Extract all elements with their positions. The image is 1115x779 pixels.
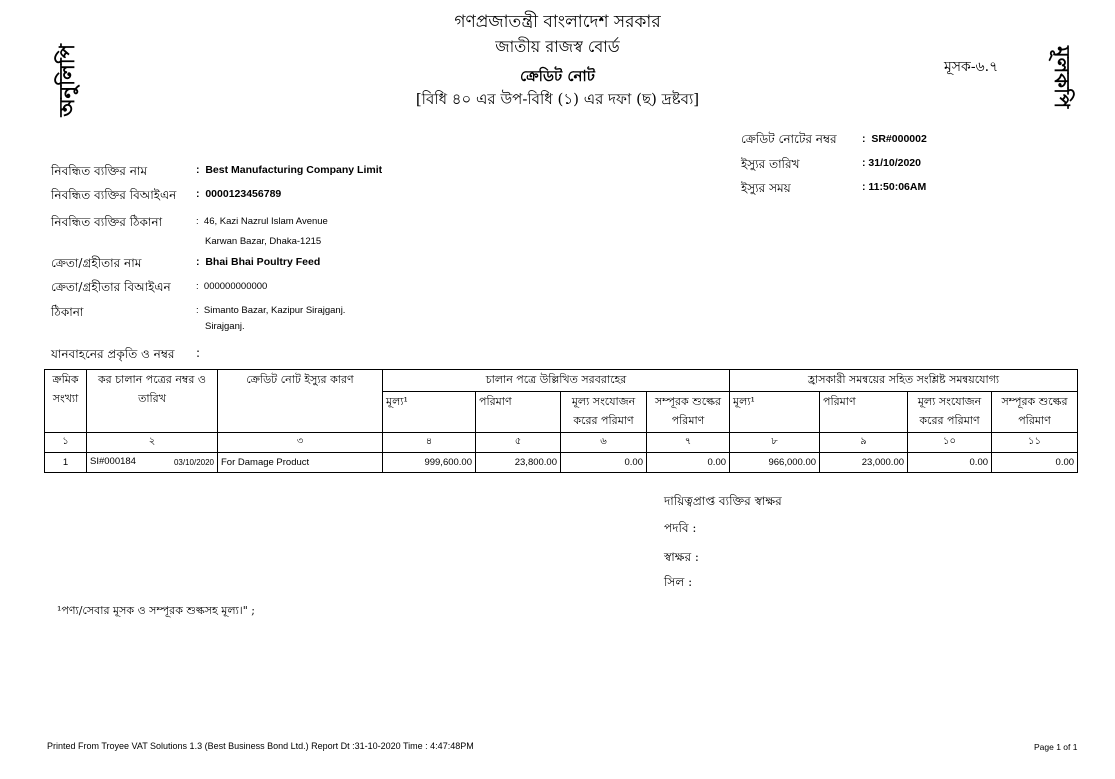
col-qty-header: পরিমাণ [476,392,561,433]
issue-date-label: ইস্যুর তারিখ [741,157,800,171]
registered-bin-value: : 0000123456789 [196,188,282,200]
col-sd-header: সম্পূরক শুল্কের পরিমাণ [992,392,1078,433]
col-serial-header: ক্রমিক সংখ্যা [45,370,87,433]
government-title: গণপ্রজাতন্ত্রী বাংলাদেশ সরকার [454,12,661,32]
column-number-row [45,433,1078,453]
column-number: ৩ [218,433,383,453]
board-title: জাতীয় রাজস্ব বোর্ড [495,37,620,56]
document-title: ক্রেডিট নোট [520,67,595,85]
registered-address-label: নিবন্ধিত ব্যক্তির ঠিকানা [51,215,163,229]
form-number: মূসক-৬.৭ [944,59,999,75]
column-number: ৬ [561,433,647,453]
cell-qty: 23,000.00 [820,453,908,473]
cell-value: 966,000.00 [730,453,820,473]
col-group-supply-header: চালান পত্রে উল্লিখিত সরবরাহের [383,370,730,392]
credit-note-table [44,369,1078,473]
designation-label: পদবি : [664,521,697,535]
col-group-adjust-header: হ্রাসকারী সমন্বয়ের সহিত সংশ্লিষ্ট সমন্বয়যোগ্য [730,370,1078,392]
seal-label: সিল : [664,575,693,589]
col-invoice-header: কর চালান পত্রের নম্বর ও তারিখ [87,370,218,433]
col-vat-header: মূল্য সংযোজন করের পরিমাণ [908,392,992,433]
copy-stamp-right: মূলকপি [1050,46,1075,109]
vehicle-label: যানবাহনের প্রকৃতি ও নম্বর [51,347,175,361]
page-number: Page 1 of 1 [1034,742,1078,752]
issue-time-label: ইস্যুর সময় [741,181,791,195]
copy-stamp-left: অনুলিপি [54,44,79,117]
col-vat-header: মূল্য সংযোজন করের পরিমাণ [561,392,647,433]
cell-serial: 1 [45,453,87,473]
responsible-signature-label: দায়িত্বপ্রাপ্ত ব্যক্তির স্বাক্ষর [664,494,782,508]
registered-bin-label: নিবন্ধিত ব্যক্তির বিআইএন [51,188,177,202]
buyer-name-value: : Bhai Bhai Poultry Feed [196,256,321,268]
note-number-label: ক্রেডিট নোটের নম্বর [741,132,837,146]
cell-vat: 0.00 [908,453,992,473]
col-sd-header: সম্পূরক শুল্কের পরিমাণ [647,392,730,433]
column-number: ৪ [383,433,476,453]
invoice-number: SI#000184 [90,455,136,467]
cell-sd: 0.00 [647,453,730,473]
col-value-header: মূল্য¹ [730,392,820,433]
registered-name-value: : Best Manufacturing Company Limit [196,164,383,176]
col-reason-header: ক্রেডিট নোট ইস্যুর কারণ [218,370,383,433]
column-number: ১ [45,433,87,453]
note-number-value: : SR#000002 [862,133,927,145]
buyer-address-line2: Sirajganj. [205,321,245,332]
signature-label: স্বাক্ষর : [664,550,699,564]
col-value-header: মূল্য¹ [383,392,476,433]
buyer-address-label: ঠিকানা [51,305,84,319]
col-qty-header: পরিমাণ [820,392,908,433]
table-row [45,453,1078,473]
registered-address-line2: Karwan Bazar, Dhaka-1215 [205,236,322,247]
cell-reason: For Damage Product [218,453,383,473]
registered-address-line1: : 46, Kazi Nazrul Islam Avenue [196,216,328,227]
buyer-bin-value: : 000000000000 [196,281,268,292]
issue-date-value: : 31/10/2020 [862,157,921,169]
registered-name-label: নিবন্ধিত ব্যক্তির নাম [51,164,147,178]
column-number: ৭ [647,433,730,453]
buyer-address-line1: : Simanto Bazar, Kazipur Sirajganj. [196,305,346,316]
rule-reference: [বিধি ৪০ এর উপ-বিধি (১) এর দফা (ছ) দ্রষ্টব্য] [415,90,700,108]
cell-vat: 0.00 [561,453,647,473]
issue-time-value: : 11:50:06AM [862,181,927,193]
cell-value: 999,600.00 [383,453,476,473]
table-header-row [45,370,1078,392]
column-number: ২ [87,433,218,453]
cell-qty: 23,800.00 [476,453,561,473]
buyer-name-label: ক্রেতা/গ্রহীতার নাম [51,256,142,270]
column-number: ৫ [476,433,561,453]
cell-invoice [87,453,218,473]
footnote: ¹পণ্য/সেবার মূসক ও সম্পূরক শুল্কসহ মূল্য।" ; [57,604,255,617]
column-number: ১০ [908,433,992,453]
printed-info: Printed From Troyee VAT Solutions 1.3 (Best Business Bond Ltd.) Report Dt :31-10-2020 Time : 4:47:48PM [47,741,474,751]
vehicle-colon: : [196,346,201,360]
column-number: ৯ [820,433,908,453]
buyer-bin-label: ক্রেতা/গ্রহীতার বিআইএন [51,280,171,294]
cell-sd: 0.00 [992,453,1078,473]
column-number: ১১ [992,433,1078,453]
column-number: ৮ [730,433,820,453]
invoice-date: 03/10/2020 [173,457,214,467]
